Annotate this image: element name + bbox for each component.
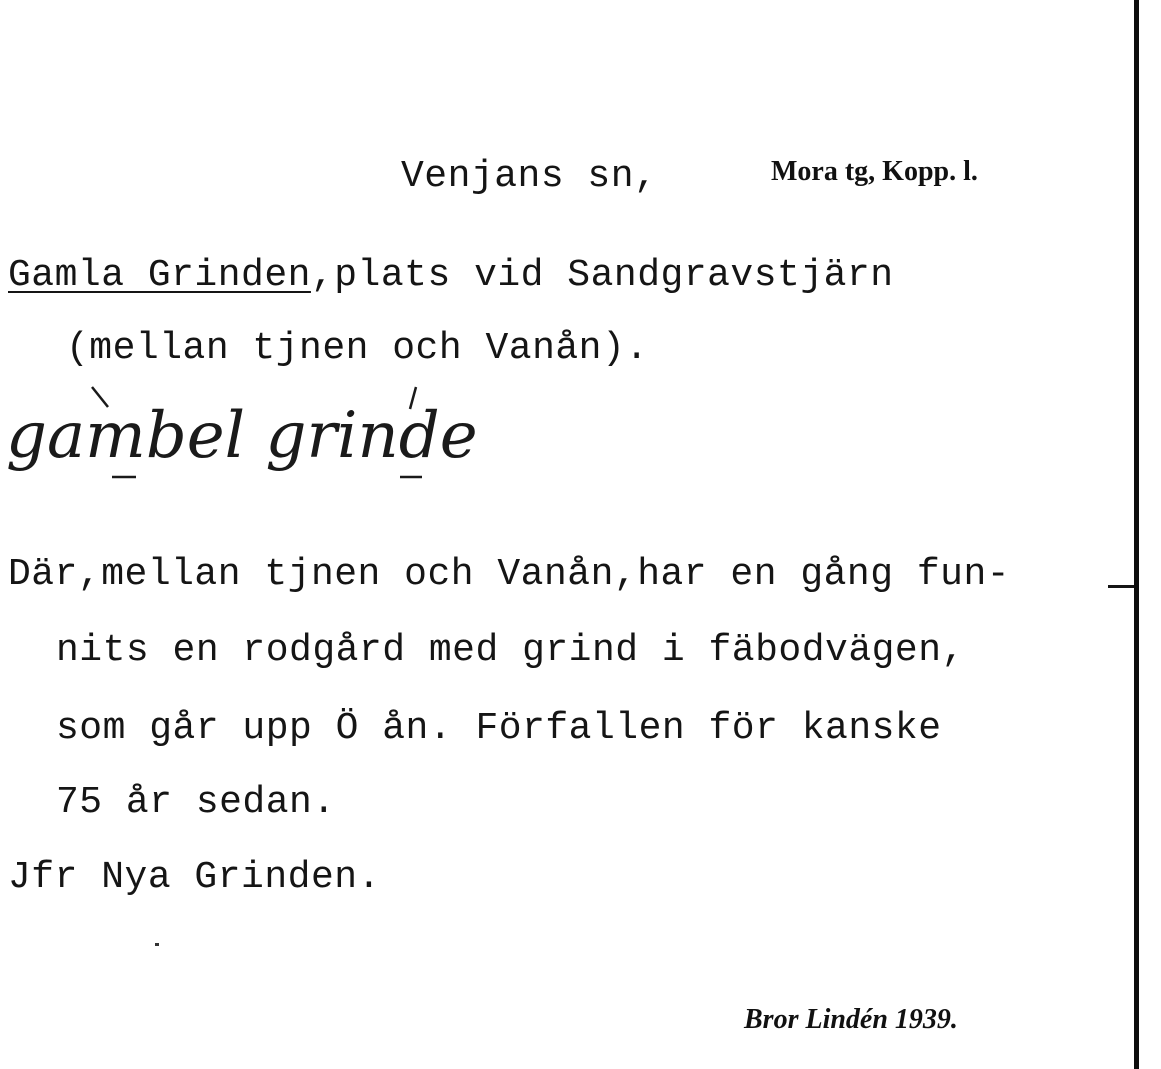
body-line: 75 år sedan. xyxy=(56,781,336,824)
place-location: (mellan tjnen och Vanån). xyxy=(66,327,649,370)
ink-speck xyxy=(155,943,159,946)
place-name: Gamla Grinden xyxy=(8,254,311,297)
district-stamp: Mora tg, Kopp. l. xyxy=(771,156,978,187)
parish-name: Venjans sn, xyxy=(401,155,658,198)
body-line: nits en rodgård med grind i fäbodvägen, xyxy=(56,629,965,672)
place-heading xyxy=(8,254,894,297)
body-line: Där,mellan tjnen och Vanån,har en gång fun- xyxy=(8,553,1011,596)
collector-signature: Bror Lindén 1939. xyxy=(744,1004,958,1035)
body-line: som går upp Ö ån. Förfallen för kanske xyxy=(56,707,942,750)
card-edge-line xyxy=(1134,0,1139,1069)
dialect-handwriting xyxy=(0,385,540,495)
cross-reference: Jfr Nya Grinden. xyxy=(8,856,381,899)
place-description: ,plats vid Sandgravstjärn xyxy=(310,254,894,297)
dialect-form: gambel grinde xyxy=(6,399,478,473)
